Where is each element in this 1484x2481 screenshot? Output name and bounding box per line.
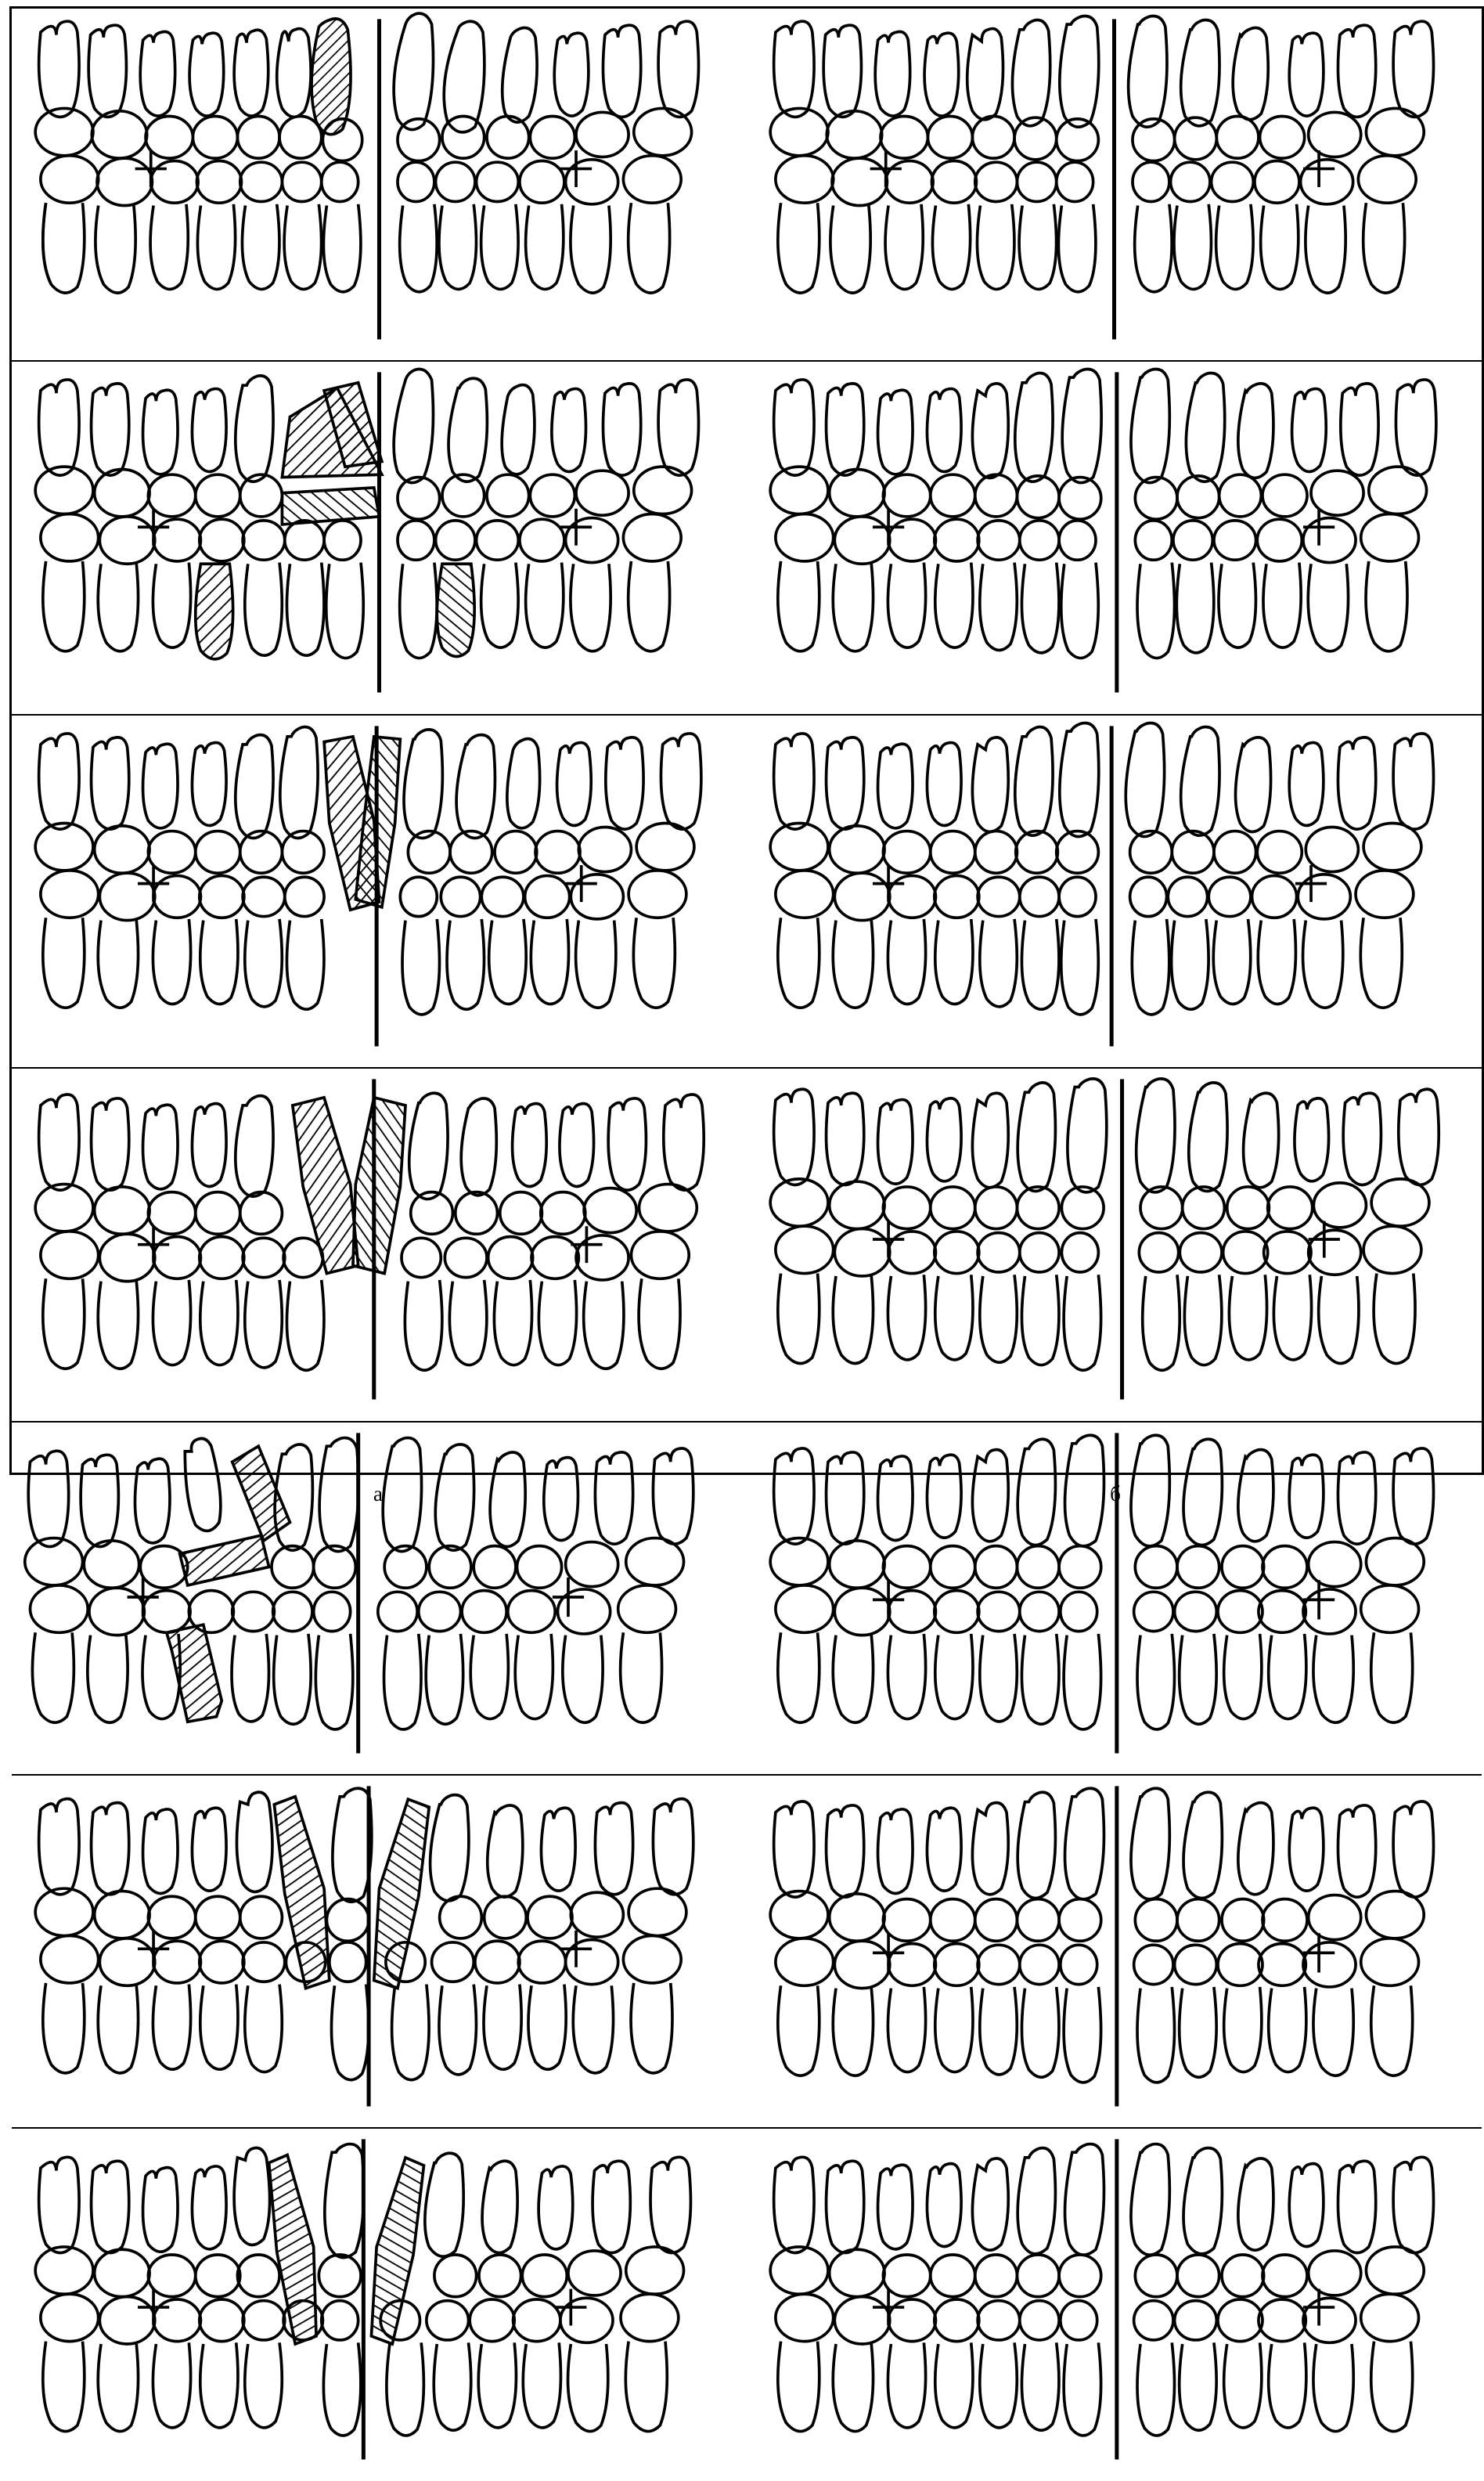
cell-row3-after (747, 716, 1482, 1069)
cell-row1-after (747, 9, 1482, 362)
dentition-diagram-row6-before (12, 1776, 747, 2127)
column-labels (9, 1480, 1484, 1514)
cell-row5-before (12, 1423, 747, 1776)
dentition-diagram-row4-after (747, 1069, 1482, 1420)
cell-row4-before (12, 1069, 747, 1422)
dentition-diagram-row6-after (747, 1776, 1482, 2127)
cell-row3-before (12, 716, 747, 1069)
cell-row6-before (12, 1776, 747, 2129)
dentition-diagram-row1-before (12, 9, 747, 360)
figure-root (0, 0, 1121, 1517)
dentition-diagram-row4-before (12, 1069, 747, 1420)
comparison-grid (9, 6, 1484, 1475)
cell-row1-before (12, 9, 747, 362)
dentition-diagram-row2-after (747, 362, 1482, 713)
column-label-a: а (373, 1482, 383, 1506)
dentition-diagram-row7-before (12, 2129, 747, 2480)
cell-row5-after (747, 1423, 1482, 1776)
cell-row2-before (12, 362, 747, 715)
cell-row2-after (747, 362, 1482, 715)
column-label-b: б (1110, 1482, 1121, 1506)
dentition-diagram-row5-after (747, 1423, 1482, 1774)
dentition-diagram-row7-after (747, 2129, 1482, 2480)
dentition-diagram-row1-after (747, 9, 1482, 360)
cell-row6-after (747, 1776, 1482, 2129)
cell-row7-after (747, 2129, 1482, 2480)
dentition-diagram-row5-before (12, 1423, 747, 1774)
cell-row7-before (12, 2129, 747, 2480)
dentition-diagram-row2-before (12, 362, 747, 713)
dentition-diagram-row3-before (12, 716, 747, 1067)
dentition-diagram-row3-after (747, 716, 1482, 1067)
cell-row4-after (747, 1069, 1482, 1422)
